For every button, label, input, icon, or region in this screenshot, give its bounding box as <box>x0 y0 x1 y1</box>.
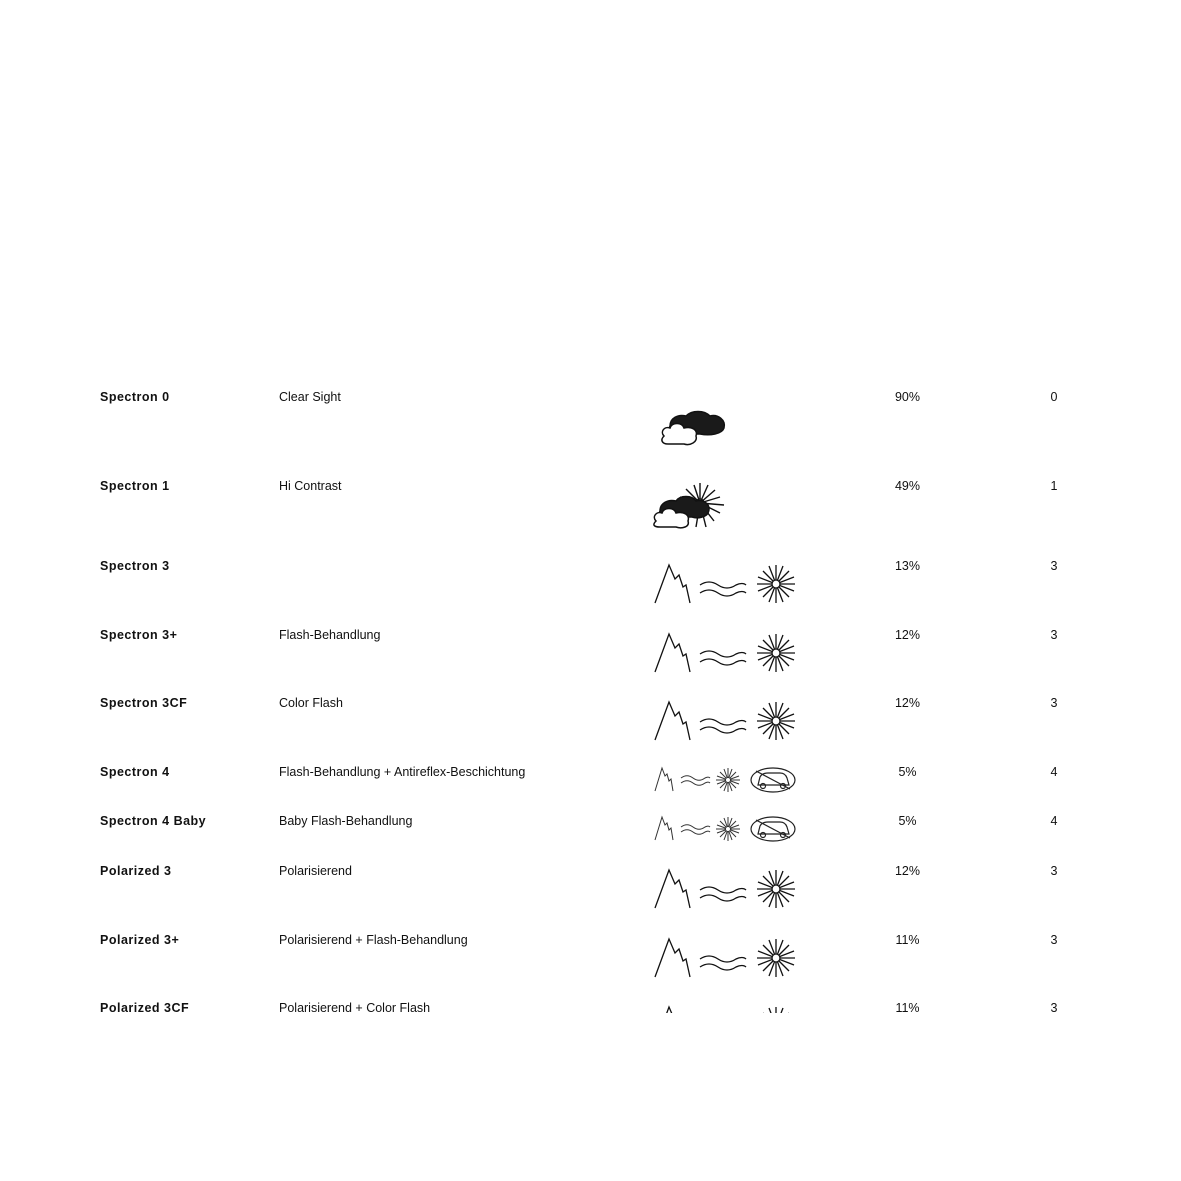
sun-icon <box>716 817 740 841</box>
lens-name: Spectron 0 <box>100 390 170 404</box>
water-icon <box>700 887 746 901</box>
light-transmission: 5% <box>898 765 917 779</box>
light-transmission: 12% <box>894 696 921 710</box>
mountain-icon <box>655 870 690 908</box>
lens-name: Spectron 1 <box>100 479 170 493</box>
usage-icons <box>650 561 810 621</box>
cloud-icon <box>650 402 810 462</box>
sun-icon <box>716 768 740 792</box>
filter-category: 4 <box>1050 814 1058 828</box>
lens-description: Flash-Behandlung + Antireflex-Beschichtung <box>279 765 526 779</box>
lens-description: Baby Flash-Behandlung <box>279 814 413 828</box>
lens-name: Polarized 3CF <box>100 1001 190 1015</box>
mountain-icon <box>655 702 690 740</box>
lens-name: Spectron 3 <box>100 559 170 573</box>
lens-description: Hi Contrast <box>279 479 342 493</box>
light-transmission: 13% <box>894 559 921 573</box>
mountain-icon <box>655 565 690 603</box>
mountain-icon <box>655 768 673 791</box>
mountain-icon <box>655 939 690 977</box>
water-icon <box>700 582 746 596</box>
lens-description: Polarisierend + Flash-Behandlung <box>279 933 468 947</box>
no-driving-icon <box>751 768 795 792</box>
usage-icons <box>650 630 810 690</box>
filter-category: 3 <box>1050 559 1058 573</box>
sun-icon <box>757 634 795 672</box>
lens-description: Flash-Behandlung <box>279 628 381 642</box>
lens-name: Spectron 3CF <box>100 696 188 710</box>
usage-icons <box>650 866 810 926</box>
mountain-icon <box>655 634 690 672</box>
filter-category: 3 <box>1050 864 1058 878</box>
lens-name: Polarized 3 <box>100 864 172 878</box>
lens-name: Spectron 3+ <box>100 628 178 642</box>
water-icon <box>681 776 710 786</box>
usage-icons <box>650 402 810 462</box>
usage-icons <box>650 698 810 758</box>
mountain-icon <box>655 1007 690 1013</box>
light-transmission: 49% <box>894 479 921 493</box>
filter-category: 3 <box>1050 696 1058 710</box>
light-transmission: 12% <box>894 864 921 878</box>
no-driving-icon <box>751 817 795 841</box>
water-icon <box>700 651 746 665</box>
filter-category: 3 <box>1050 628 1058 642</box>
usage-icons <box>650 935 810 995</box>
lens-description: Color Flash <box>279 696 343 710</box>
lens-description: Polarisierend + Color Flash <box>279 1001 431 1015</box>
filter-category: 1 <box>1050 479 1058 493</box>
filter-category: 3 <box>1050 933 1058 947</box>
usage-icons <box>650 479 810 539</box>
light-transmission: 5% <box>898 814 917 828</box>
sun-icon <box>757 939 795 977</box>
light-transmission: 11% <box>895 1001 920 1015</box>
lens-description: Polarisierend <box>279 864 352 878</box>
water-icon <box>700 956 746 970</box>
water-icon <box>681 825 710 835</box>
sun-icon <box>757 702 795 740</box>
water-icon <box>700 719 746 733</box>
lens-description: Clear Sight <box>279 390 341 404</box>
usage-icons <box>650 1003 810 1013</box>
filter-category: 3 <box>1050 1001 1058 1015</box>
lens-name: Polarized 3+ <box>100 933 180 947</box>
sun-icon <box>757 870 795 908</box>
mountain-icon <box>655 817 673 840</box>
filter-category: 4 <box>1050 765 1058 779</box>
light-transmission: 90% <box>894 390 921 404</box>
lens-name: Spectron 4 Baby <box>100 814 207 828</box>
lens-name: Spectron 4 <box>100 765 170 779</box>
sun-icon <box>757 565 795 603</box>
usage-icons <box>650 814 810 874</box>
filter-category: 0 <box>1050 390 1058 404</box>
light-transmission: 11% <box>895 933 920 947</box>
light-transmission: 12% <box>894 628 921 642</box>
cloud-sun-icon <box>650 479 810 539</box>
sun-icon <box>757 1007 795 1013</box>
